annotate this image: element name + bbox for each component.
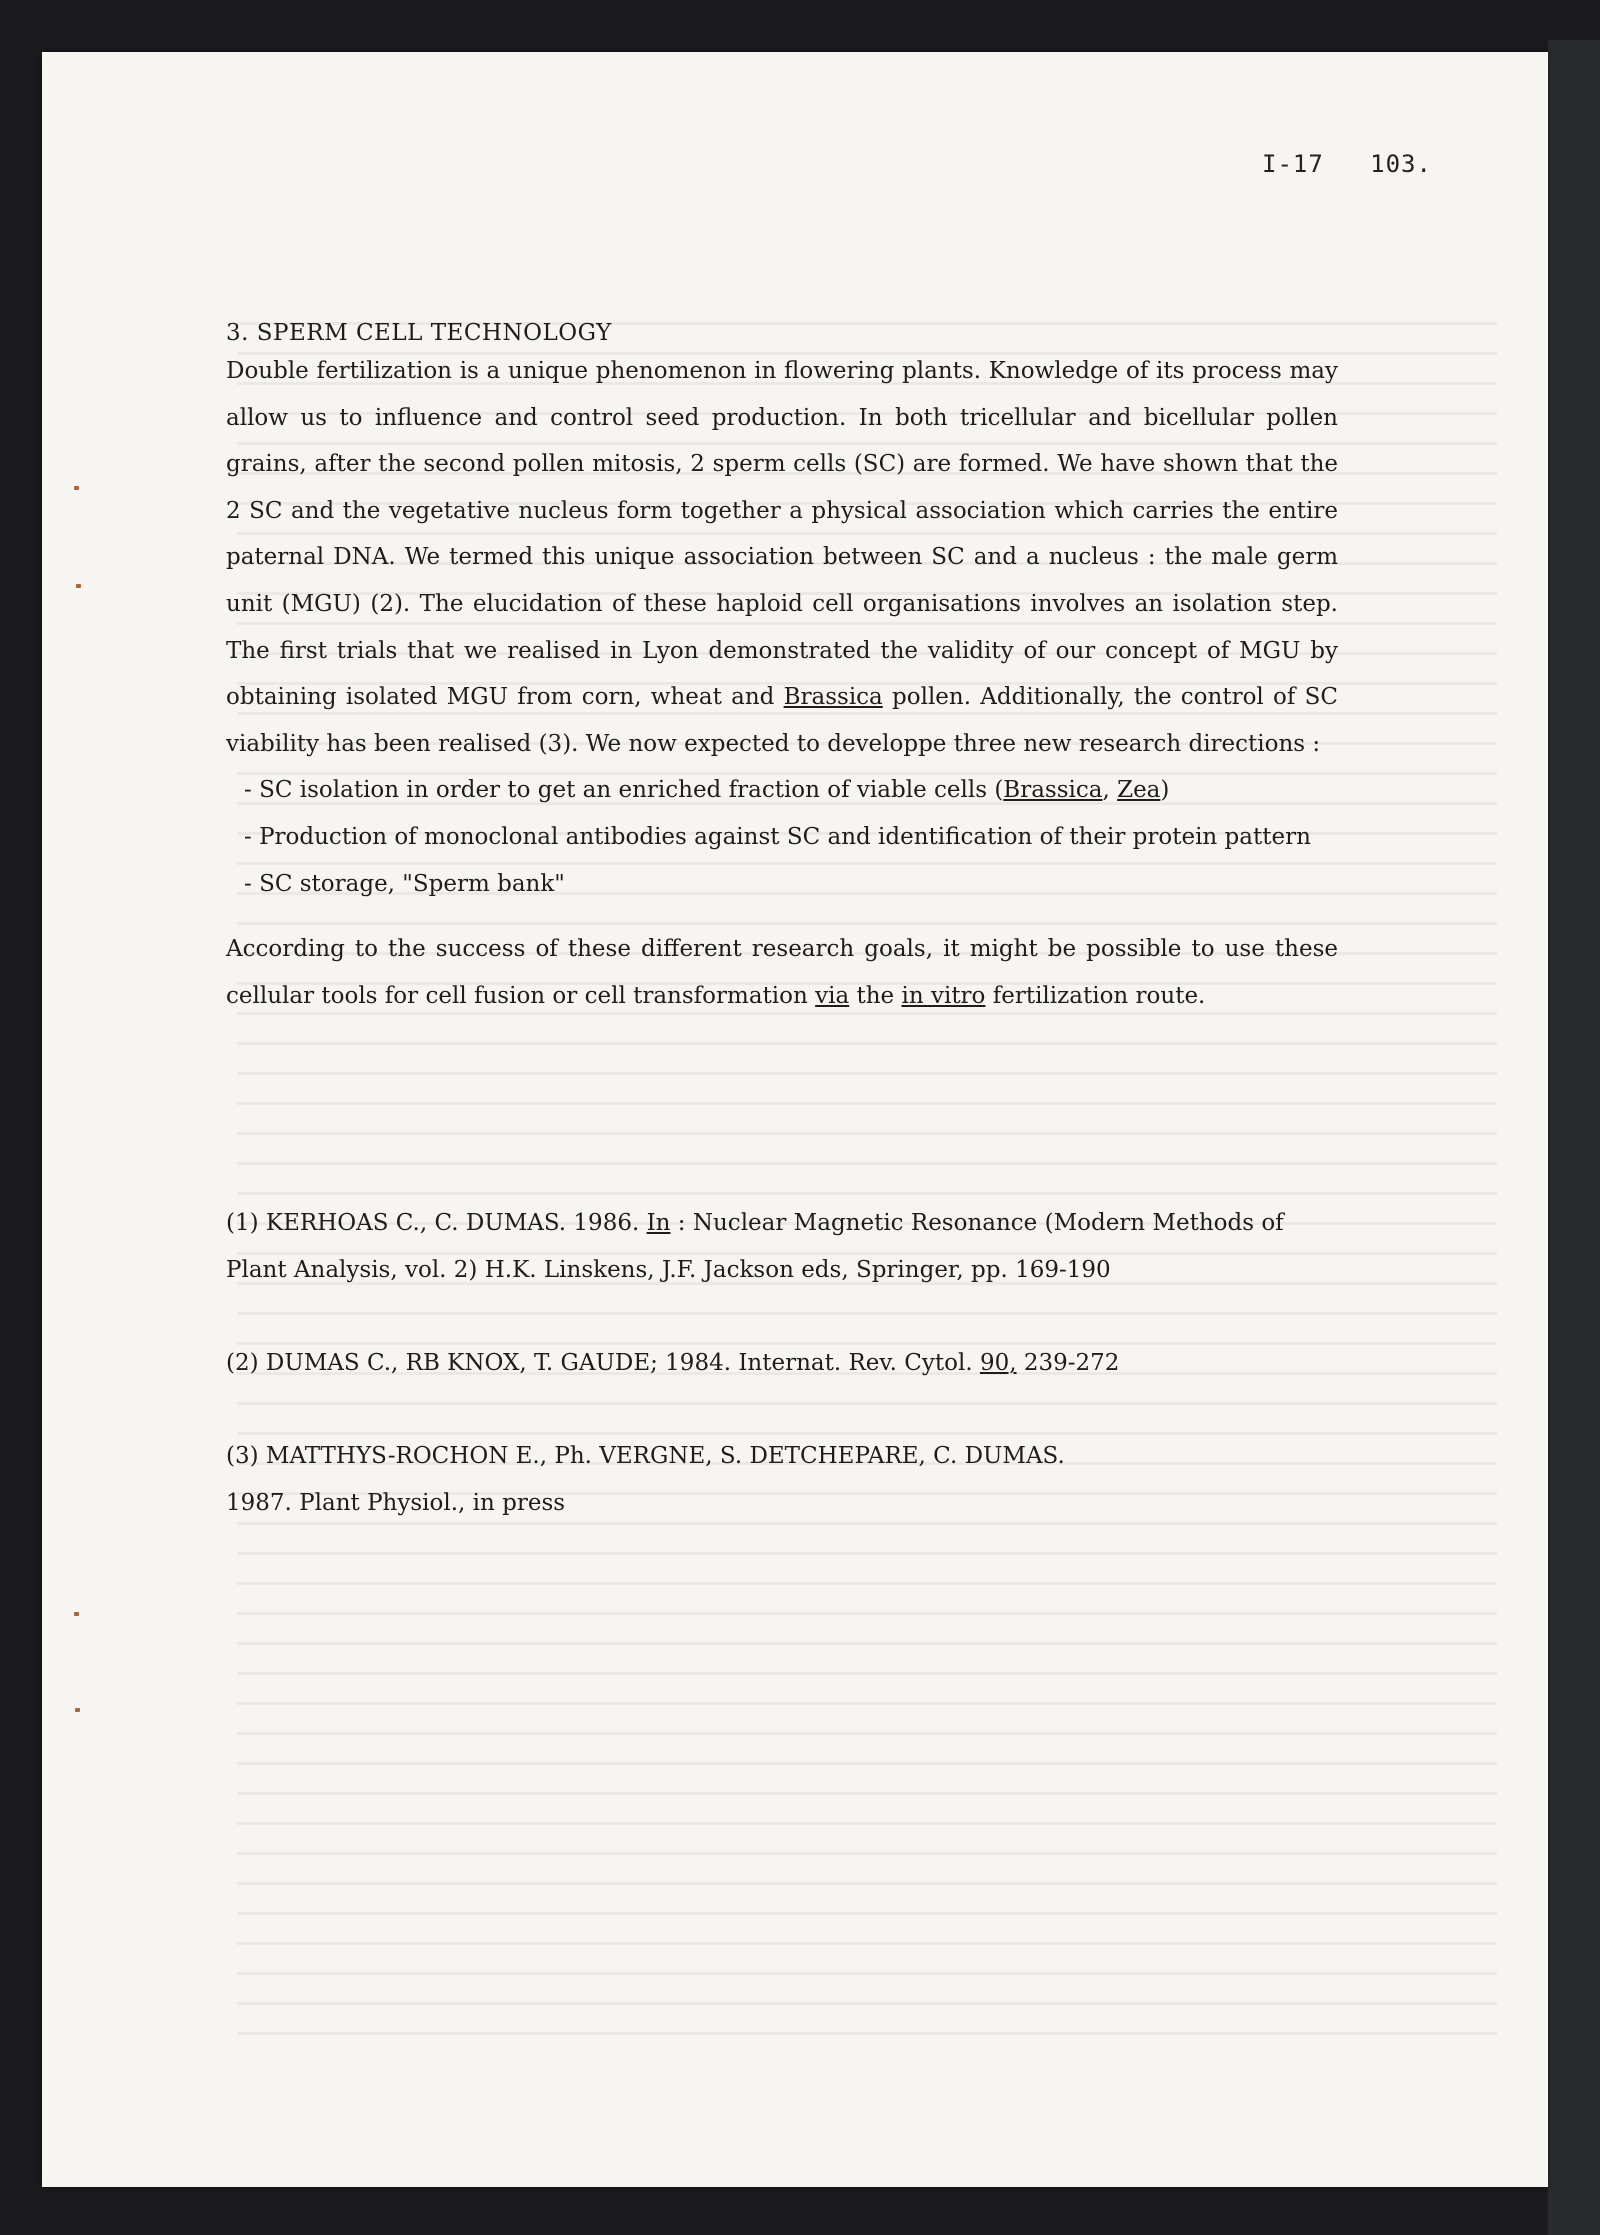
binding-mark <box>74 1612 79 1616</box>
binding-mark <box>76 584 81 588</box>
paragraph-intro <box>226 348 1338 767</box>
text: , <box>1102 777 1118 804</box>
binding-mark <box>74 486 79 490</box>
text: (2) DUMAS C., RB KNOX, T. GAUDE; 1984. Internat. Rev. Cytol. <box>226 1350 980 1377</box>
text: ) <box>1160 777 1170 804</box>
text: 239-272 <box>1016 1350 1120 1377</box>
reference-2 <box>226 1340 1338 1387</box>
italic-term: Brassica <box>1003 777 1103 804</box>
section-heading: 3. SPERM CELL TECHNOLOGY <box>226 320 612 346</box>
page-number: I-17 103. <box>1262 150 1432 178</box>
references <box>226 1200 1338 1527</box>
text: pollen. Additionally, the control of SC viability has been realised (3). We now expected to developpe three new research directions : <box>226 684 1338 757</box>
text: - SC isolation in order to get an enriched fraction of viable cells ( <box>244 777 1004 804</box>
main-content <box>226 318 1338 1527</box>
list-item: - SC storage, "Sperm bank" <box>244 871 565 898</box>
reference-1 <box>226 1200 1338 1294</box>
text: (1) KERHOAS C., C. DUMAS. 1986. <box>226 1210 647 1237</box>
list-item: - Production of monoclonal antibodies against SC and identification of their protein pattern <box>244 824 1311 851</box>
italic-term: via <box>815 983 850 1010</box>
background-edge <box>1548 40 1600 2235</box>
volume-number: 90, <box>979 1350 1017 1377</box>
reference-3 <box>226 1433 1338 1527</box>
text: Double fertilization is a unique phenomenon in flowering plants. Knowledge of its process may allow us to influence and control seed production. In both tricellular and bicellular pollen grains, after the second pollen mitosis, 2 sperm cells (SC) are formed. We have shown that the 2 SC and the vegetative nucleus form together a physical association which carries the entire paternal DNA. We termed this unique association between SC and a nucleus : the male germ unit (MGU) (2). The elucidation of these haploid cell organisations involves an isolation step. The first trials that we realised in Lyon demonstrated the validity of our concept of MGU by obtaining isolated MGU from corn, wheat and <box>226 358 1338 711</box>
reference-line: (3) MATTHYS-ROCHON E., Ph. VERGNE, S. DETCHEPARE, C. DUMAS. <box>226 1443 1065 1470</box>
italic-term: In <box>646 1210 671 1237</box>
reference-line: 1987. Plant Physiol., in press <box>226 1490 566 1517</box>
paragraph-conclusion <box>226 926 1338 1020</box>
list-item <box>226 767 1338 814</box>
text: : Nuclear Magnetic Resonance (Modern Methods of Plant Analysis, vol. 2) H.K. Linskens, J.F. Jackson eds, Springer, pp. 169-190 <box>226 1210 1284 1284</box>
text: According to the success of these different research goals, it might be possible to use these cellular tools for cell fusion or cell transformation <box>226 936 1338 1010</box>
binding-mark <box>75 1708 80 1712</box>
research-directions-list <box>226 767 1338 908</box>
text: fertilization route. <box>985 983 1206 1010</box>
italic-term: in vitro <box>901 983 986 1010</box>
italic-term: Brassica <box>783 684 883 711</box>
text: the <box>849 983 902 1010</box>
italic-term: Zea <box>1117 777 1161 804</box>
